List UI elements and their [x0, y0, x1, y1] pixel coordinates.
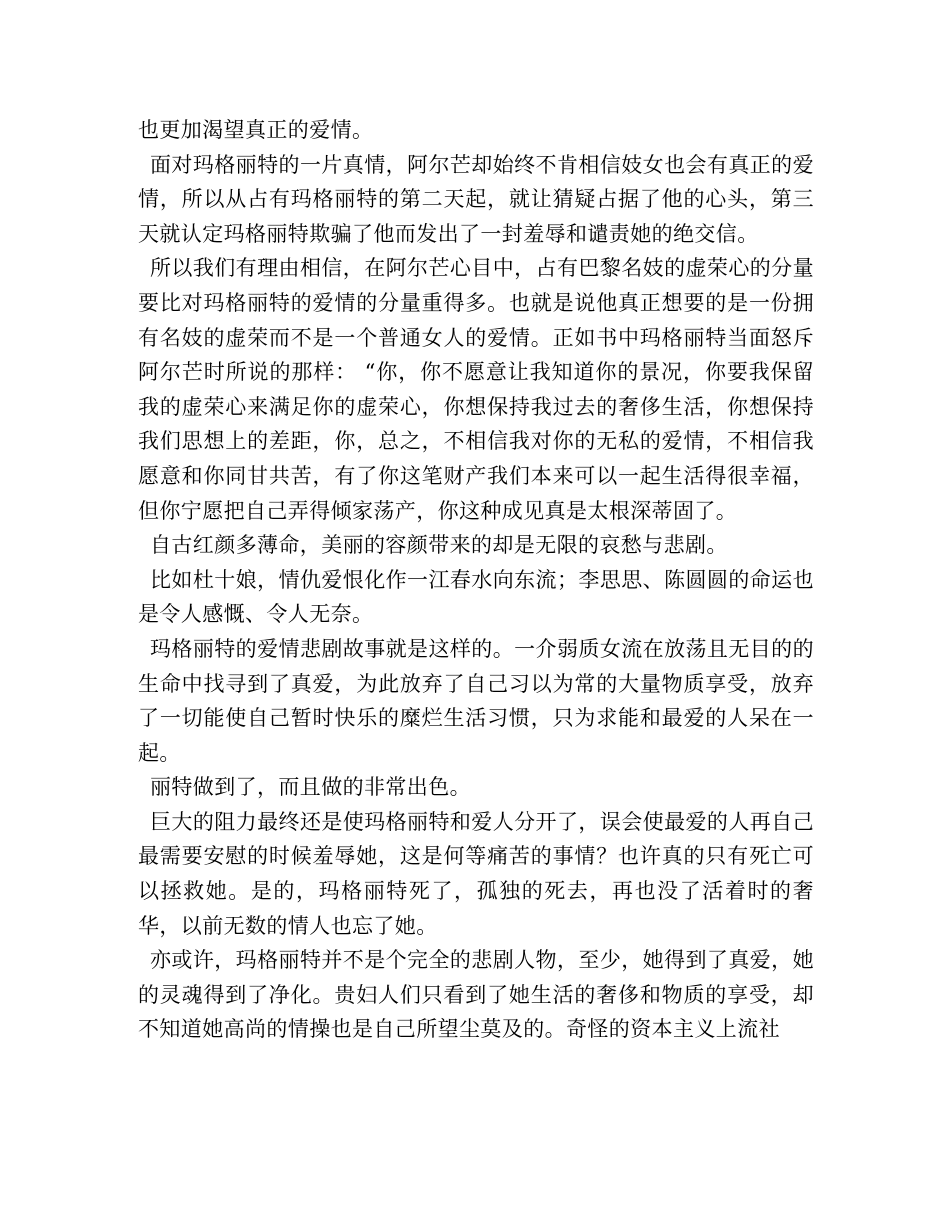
paragraph-3: 所以我们有理由相信，在阿尔芒心目中，占有巴黎名妓的虚荣心的分量要比对玛格丽特的爱情的分量重得多。也就是说他真正想要的是一份拥有名妓的虚荣而不是一个普通女人的爱情。正如书中玛格丽特当面怒斥阿尔芒时所说的那样： “你，你不愿意让我知道你的景况，你要我保留我的虚荣心来满足你的虚荣心，你想保持我过去的奢侈生活，你想保持我们思想上的差距，你，总之，不相信我对你的无私的爱情，不相信我愿意和你同甘共苦，有了你这笔财产我们本来可以一起生活得很幸福，但你宁愿把自己弄得倾家荡产，你这种成见真是太根深蒂固了。 [138, 256, 814, 523]
paragraph-4: 自古红颜多薄命，美丽的容颜带来的却是无限的哀愁与悲剧。 [150, 533, 728, 558]
paragraph-5: 比如杜十娘，情仇爱恨化作一江春水向东流；李思思、陈圆圆的命运也是令人感慨、令人无奈。 [138, 567, 814, 627]
paragraph-2: 面对玛格丽特的一片真情，阿尔芒却始终不肯相信妓女也会有真正的爱情，所以从占有玛格丽特的第二天起，就让猜疑占据了他的心头，第三天就认定玛格丽特欺骗了他而发出了一封羞辱和谴责她的绝交信。 [138, 152, 814, 246]
paragraph-6: 玛格丽特的爱情悲剧故事就是这样的。一介弱质女流在放荡且无目的的生命中找寻到了真爱，为此放弃了自己习以为常的大量物质享受，放弃了一切能使自己暂时快乐的糜烂生活习惯，只为求能和最爱的人呆在一起。 [138, 636, 814, 765]
paragraph-7: 丽特做到了，而且做的非常出色。 [150, 775, 471, 800]
document-body [138, 113, 814, 1047]
paragraph-9: 亦或许，玛格丽特并不是个完全的悲剧人物，至少，她得到了真爱，她的灵魂得到了净化。贵妇人们只看到了她生活的奢侈和物质的享受，却不知道她高尚的情操也是自己所望尘莫及的。奇怪的资本主义上流社 [138, 948, 814, 1042]
paragraph-8: 巨大的阻力最终还是使玛格丽特和爱人分开了，误会使最爱的人再自己最需要安慰的时候羞辱她，这是何等痛苦的事情？也许真的只有死亡可以拯救她。是的，玛格丽特死了，孤独的死去，再也没了活着时的奢华，以前无数的情人也忘了她。 [138, 809, 814, 938]
paragraph-1: 也更加渴望真正的爱情。 [138, 118, 374, 142]
